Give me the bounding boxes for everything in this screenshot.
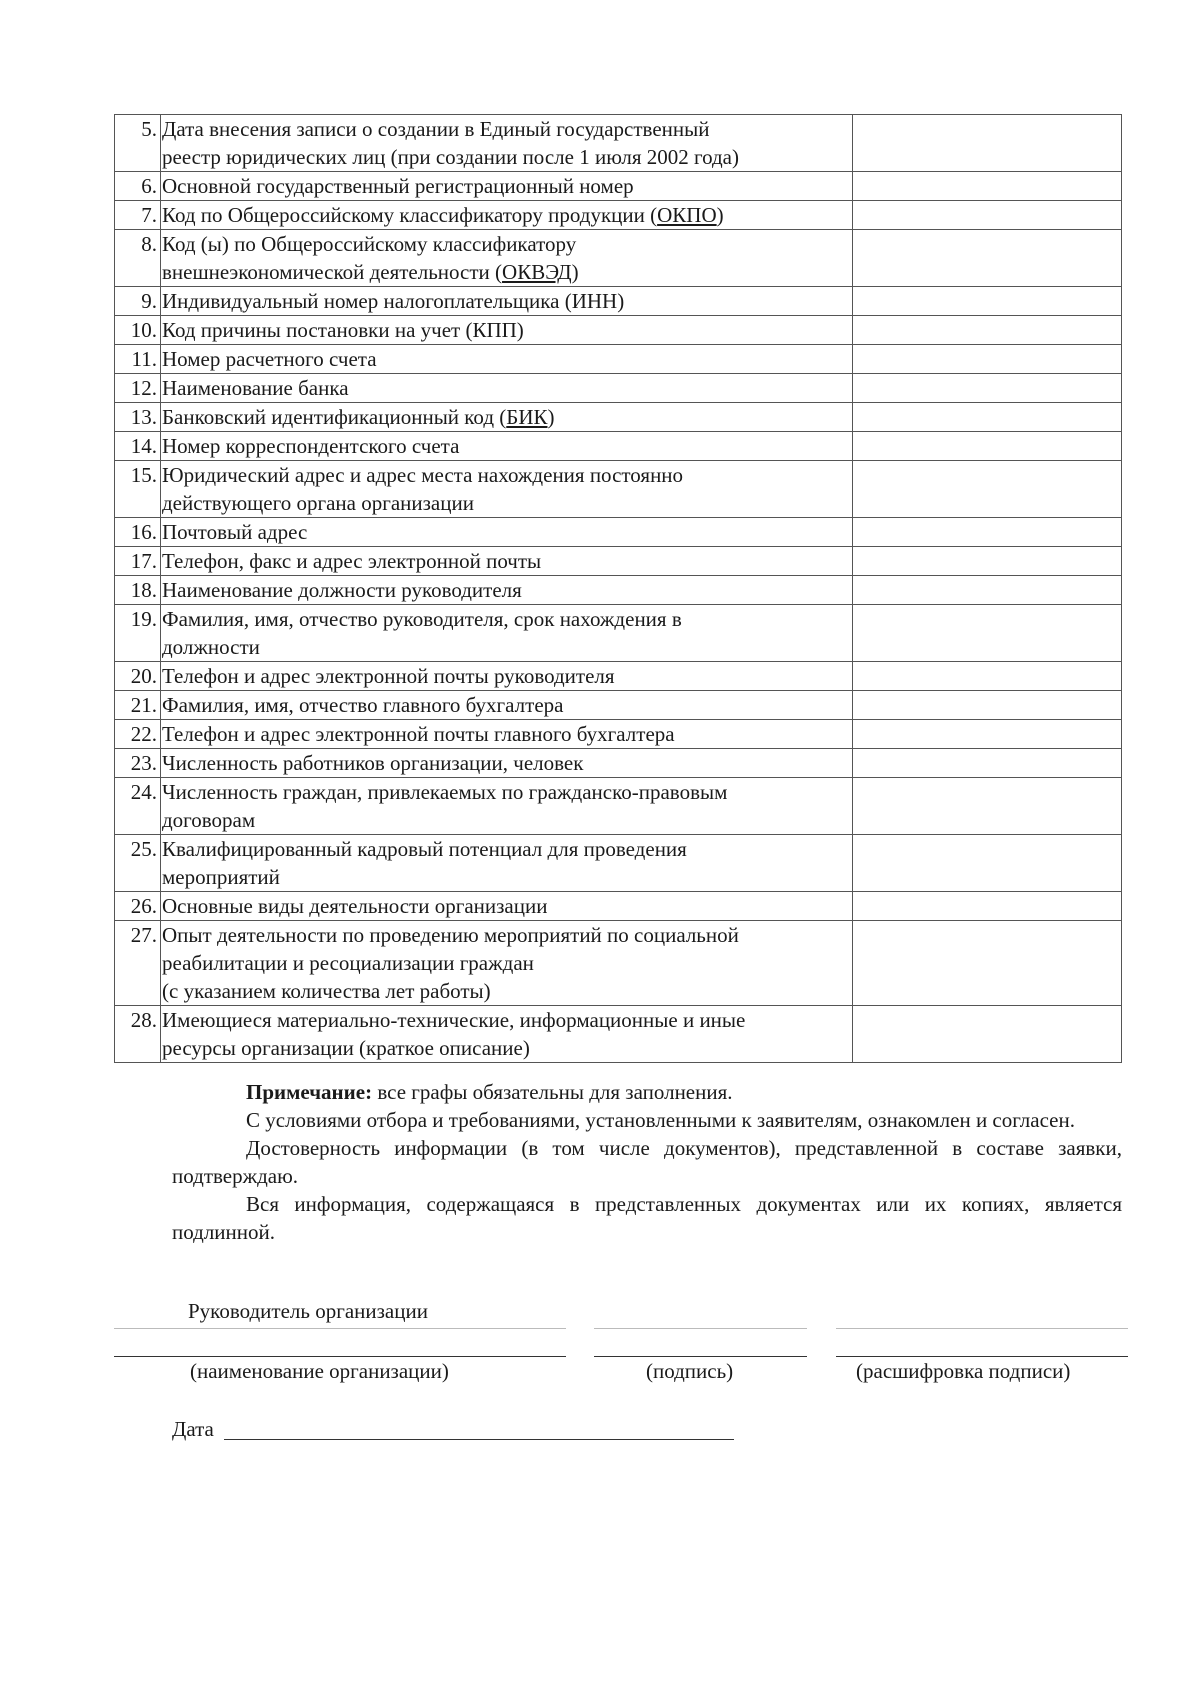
row-value-cell[interactable] bbox=[853, 778, 1122, 835]
row-value-cell[interactable] bbox=[853, 432, 1122, 461]
abbreviation-link: БИК bbox=[506, 405, 548, 429]
row-label-line: мероприятий bbox=[162, 865, 280, 889]
row-value-cell[interactable] bbox=[853, 287, 1122, 316]
organization-info-table bbox=[114, 114, 1122, 1063]
agreement-paragraph: С условиями отбора и требованиями, установленными к заявителям, ознакомлен и согласен. bbox=[246, 1108, 1075, 1132]
row-value-cell[interactable] bbox=[853, 605, 1122, 662]
row-number: 14. bbox=[115, 432, 161, 461]
row-value-cell[interactable] bbox=[853, 201, 1122, 230]
row-label bbox=[161, 518, 853, 547]
row-label-line: Фамилия, имя, отчество главного бухгалтера bbox=[162, 693, 564, 717]
signature-upper-line bbox=[594, 1328, 807, 1329]
row-label bbox=[161, 316, 853, 345]
row-label-line: Банковский идентификационный код (БИК) bbox=[162, 405, 555, 429]
table-body bbox=[115, 115, 1122, 1063]
row-number: 13. bbox=[115, 403, 161, 432]
table-row bbox=[115, 461, 1122, 518]
row-label-line: внешнеэкономической деятельности (ОКВЭД) bbox=[162, 260, 579, 284]
row-label bbox=[161, 662, 853, 691]
row-label-line: Дата внесения записи о создании в Единый государственный bbox=[162, 117, 710, 141]
note-text: все графы обязательны для заполнения. bbox=[372, 1080, 733, 1104]
row-label bbox=[161, 201, 853, 230]
row-value-cell[interactable] bbox=[853, 1006, 1122, 1063]
table-row bbox=[115, 230, 1122, 287]
row-label bbox=[161, 1006, 853, 1063]
row-number: 9. bbox=[115, 287, 161, 316]
row-number: 28. bbox=[115, 1006, 161, 1063]
row-number: 10. bbox=[115, 316, 161, 345]
row-label bbox=[161, 892, 853, 921]
row-number: 25. bbox=[115, 835, 161, 892]
table-row bbox=[115, 201, 1122, 230]
decode-caption: (расшифровка подписи) bbox=[856, 1359, 1071, 1383]
head-title: Руководитель организации bbox=[188, 1299, 428, 1323]
row-value-cell[interactable] bbox=[853, 518, 1122, 547]
row-label bbox=[161, 172, 853, 201]
table-row bbox=[115, 518, 1122, 547]
table-row bbox=[115, 1006, 1122, 1063]
row-label bbox=[161, 403, 853, 432]
row-label bbox=[161, 691, 853, 720]
row-value-cell[interactable] bbox=[853, 115, 1122, 172]
row-number: 5. bbox=[115, 115, 161, 172]
table-row bbox=[115, 172, 1122, 201]
row-number: 17. bbox=[115, 547, 161, 576]
row-label bbox=[161, 287, 853, 316]
row-value-cell[interactable] bbox=[853, 691, 1122, 720]
table-row bbox=[115, 691, 1122, 720]
row-label-line: Номер корреспондентского счета bbox=[162, 434, 460, 458]
reliability-paragraph: Достоверность информации (в том числе документов), представленной в составе заявки, подтверждаю. bbox=[172, 1136, 1122, 1188]
row-label-line: (с указанием количества лет работы) bbox=[162, 979, 491, 1003]
row-label-line: Численность граждан, привлекаемых по гражданско-правовым bbox=[162, 780, 728, 804]
table-row bbox=[115, 720, 1122, 749]
row-number: 16. bbox=[115, 518, 161, 547]
row-number: 24. bbox=[115, 778, 161, 835]
row-label-line: ресурсы организации (краткое описание) bbox=[162, 1036, 530, 1060]
row-label-line: Наименование должности руководителя bbox=[162, 578, 522, 602]
table-row bbox=[115, 576, 1122, 605]
authenticity-paragraph: Вся информация, содержащаяся в представленных документах или их копиях, является подлинной. bbox=[172, 1192, 1122, 1244]
table-row bbox=[115, 374, 1122, 403]
row-label-line: Юридический адрес и адрес места нахождения постоянно bbox=[162, 463, 684, 487]
row-value-cell[interactable] bbox=[853, 547, 1122, 576]
row-number: 26. bbox=[115, 892, 161, 921]
row-label-line: Телефон и адрес электронной почты руководителя bbox=[162, 664, 615, 688]
abbreviation-link: ОКВЭД bbox=[502, 260, 572, 284]
row-label-line: Индивидуальный номер налогоплательщика (ИНН) bbox=[162, 289, 625, 313]
row-label-line: Телефон и адрес электронной почты главного бухгалтера bbox=[162, 722, 675, 746]
row-number: 22. bbox=[115, 720, 161, 749]
row-label-line: Номер расчетного счета bbox=[162, 347, 377, 371]
row-label bbox=[161, 345, 853, 374]
row-number: 6. bbox=[115, 172, 161, 201]
row-label bbox=[161, 778, 853, 835]
signature-caption: (подпись) bbox=[646, 1359, 734, 1383]
note-paragraph bbox=[172, 1078, 1122, 1106]
row-label-line: договорам bbox=[162, 808, 256, 832]
row-label-line: должности bbox=[162, 635, 260, 659]
row-label bbox=[161, 230, 853, 287]
date-field[interactable] bbox=[224, 1439, 734, 1440]
row-number: 23. bbox=[115, 749, 161, 778]
table-row bbox=[115, 921, 1122, 1006]
row-label-line: реестр юридических лиц (при создании после 1 июля 2002 года) bbox=[162, 145, 739, 169]
row-value-cell[interactable] bbox=[853, 230, 1122, 287]
row-label bbox=[161, 605, 853, 662]
row-number: 21. bbox=[115, 691, 161, 720]
row-number: 27. bbox=[115, 921, 161, 1006]
row-value-cell[interactable] bbox=[853, 345, 1122, 374]
row-label bbox=[161, 115, 853, 172]
row-value-cell[interactable] bbox=[853, 374, 1122, 403]
table-row bbox=[115, 345, 1122, 374]
row-number: 11. bbox=[115, 345, 161, 374]
row-label bbox=[161, 576, 853, 605]
row-label-line: Фамилия, имя, отчество руководителя, срок нахождения в bbox=[162, 607, 682, 631]
row-label bbox=[161, 374, 853, 403]
row-label-line: реабилитации и ресоциализации граждан bbox=[162, 951, 534, 975]
row-value-cell[interactable] bbox=[853, 835, 1122, 892]
row-label-line: Численность работников организации, человек bbox=[162, 751, 584, 775]
row-label-line: Телефон, факс и адрес электронной почты bbox=[162, 549, 542, 573]
row-label-line: Квалифицированный кадровый потенциал для проведения bbox=[162, 837, 687, 861]
row-value-cell[interactable] bbox=[853, 749, 1122, 778]
note-label: Примечание: bbox=[246, 1080, 373, 1104]
row-label-line: Код (ы) по Общероссийскому классификатору bbox=[162, 232, 577, 256]
row-label bbox=[161, 720, 853, 749]
row-number: 15. bbox=[115, 461, 161, 518]
row-label-line: Код причины постановки на учет (КПП) bbox=[162, 318, 524, 342]
row-value-cell[interactable] bbox=[853, 720, 1122, 749]
row-number: 19. bbox=[115, 605, 161, 662]
row-label-line: Основные виды деятельности организации bbox=[162, 894, 548, 918]
row-label bbox=[161, 921, 853, 1006]
table-row bbox=[115, 547, 1122, 576]
abbreviation-link: ОКПО bbox=[657, 203, 717, 227]
table-row bbox=[115, 403, 1122, 432]
table-row bbox=[115, 316, 1122, 345]
notes-section bbox=[172, 1078, 1122, 1246]
row-value-cell[interactable] bbox=[853, 316, 1122, 345]
row-number: 18. bbox=[115, 576, 161, 605]
row-label bbox=[161, 461, 853, 518]
row-value-cell[interactable] bbox=[853, 576, 1122, 605]
row-label-line: Опыт деятельности по проведению мероприятий по социальной bbox=[162, 923, 739, 947]
row-number: 8. bbox=[115, 230, 161, 287]
head-title-underline bbox=[114, 1328, 566, 1329]
table-row bbox=[115, 749, 1122, 778]
row-value-cell[interactable] bbox=[853, 172, 1122, 201]
row-number: 12. bbox=[115, 374, 161, 403]
row-label-line: Почтовый адрес bbox=[162, 520, 308, 544]
row-label-line: Код по Общероссийскому классификатору продукции (ОКПО) bbox=[162, 203, 724, 227]
row-value-cell[interactable] bbox=[853, 892, 1122, 921]
table-row bbox=[115, 835, 1122, 892]
org-name-caption: (наименование организации) bbox=[190, 1359, 449, 1383]
row-label-line: Имеющиеся материально-технические, информационные и иные bbox=[162, 1008, 746, 1032]
row-label-line: Основной государственный регистрационный номер bbox=[162, 174, 634, 198]
table-row bbox=[115, 287, 1122, 316]
row-value-cell[interactable] bbox=[853, 461, 1122, 518]
decode-upper-line bbox=[836, 1328, 1128, 1329]
row-label-line: действующего органа организации bbox=[162, 491, 474, 515]
row-value-cell[interactable] bbox=[853, 662, 1122, 691]
table-row bbox=[115, 778, 1122, 835]
table-row bbox=[115, 605, 1122, 662]
row-label bbox=[161, 835, 853, 892]
row-label-line: Наименование банка bbox=[162, 376, 349, 400]
row-value-cell[interactable] bbox=[853, 403, 1122, 432]
table-row bbox=[115, 432, 1122, 461]
row-value-cell[interactable] bbox=[853, 921, 1122, 1006]
row-label bbox=[161, 432, 853, 461]
table-row bbox=[115, 115, 1122, 172]
row-number: 7. bbox=[115, 201, 161, 230]
row-label bbox=[161, 547, 853, 576]
date-label: Дата bbox=[172, 1417, 214, 1441]
row-number: 20. bbox=[115, 662, 161, 691]
row-label bbox=[161, 749, 853, 778]
table-row bbox=[115, 892, 1122, 921]
table-row bbox=[115, 662, 1122, 691]
